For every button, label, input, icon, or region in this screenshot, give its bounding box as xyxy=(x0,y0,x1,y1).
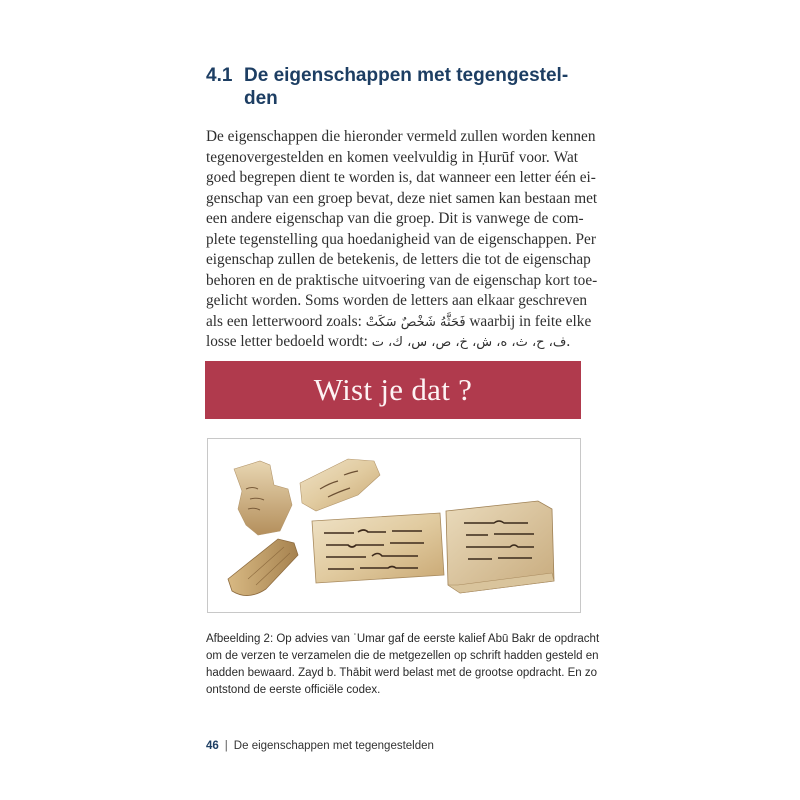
text-after: waarbij in feite elke xyxy=(469,312,592,330)
bone-artifact xyxy=(228,539,298,596)
running-title: De eigenschappen met tegengestelden xyxy=(233,740,434,752)
body-line: plete tegenstelling qua hoedanigheid van de eigenschappen. Per xyxy=(206,230,596,248)
text-after: . xyxy=(566,333,571,350)
parchment-fragment xyxy=(234,461,292,535)
body-line-arabic-letters xyxy=(206,332,578,353)
parchment-fragment xyxy=(300,459,380,511)
body-line: De eigenschappen die hieronder vermeld zullen worden kennen xyxy=(206,128,596,145)
banner-text: Wist je dat ? xyxy=(313,372,473,407)
body-line: een andere eigenschap van die groep. Dit is vanwege de com- xyxy=(206,210,584,227)
did-you-know-banner xyxy=(205,361,581,419)
arabic-letters-list: ف، ح، ث، ه، ش، خ، ص، س، ك، ت xyxy=(371,335,567,350)
text-before: losse letter bedoeld wordt: xyxy=(206,333,368,350)
section-heading xyxy=(206,64,586,110)
manuscript-figure xyxy=(207,438,581,613)
body-line-arabic-word xyxy=(206,312,592,333)
footer-separator: | xyxy=(224,740,228,752)
figure-caption xyxy=(206,631,600,699)
caption-line: ontstond de eerste officiële codex. xyxy=(206,684,381,696)
section-title-line1: De eigenschappen met tegengestel- xyxy=(244,65,569,86)
caption-line: Afbeelding 2: Op advies van ʿUmar gaf de eerste kalief Abū Bakr de opdracht xyxy=(206,633,600,645)
manuscript-page xyxy=(312,513,444,583)
body-line: eigenschap zullen de betekenis, de letters die tot de eigenschap xyxy=(206,251,591,268)
text-before: als een letterwoord zoals: xyxy=(206,312,362,330)
page-number: 46 xyxy=(206,740,219,752)
caption-line: om de verzen te verzamelen die de metgezellen op schrift hadden gesteld en xyxy=(206,650,599,662)
parchment-manuscripts-illustration xyxy=(208,439,580,612)
section-number: 4.1 xyxy=(206,65,233,86)
body-line: tegenovergestelden en komen veelvuldig in Ḥurūf voor. Wat xyxy=(206,148,578,166)
caption-line: hadden bewaard. Zayd b. Thābit werd belast met de grootse opdracht. En zo xyxy=(206,667,598,679)
section-title-line2: den xyxy=(244,88,278,109)
page-footer xyxy=(206,740,434,752)
body-line: gelicht worden. Soms worden de letters aan elkaar geschreven xyxy=(206,292,588,309)
arabic-letter-word: فَحَثَّهُ شَخْصٌ سَكَتْ xyxy=(365,314,466,330)
body-paragraph xyxy=(206,127,598,353)
body-line: goed begrepen dient te worden is, dat wanneer een letter één ei- xyxy=(206,169,596,186)
body-line: genschap van een groep bevat, deze niet samen kan bestaan met xyxy=(206,189,598,207)
body-line: behoren en de praktische uitvoering van de eigenschap kort toe- xyxy=(206,271,598,289)
